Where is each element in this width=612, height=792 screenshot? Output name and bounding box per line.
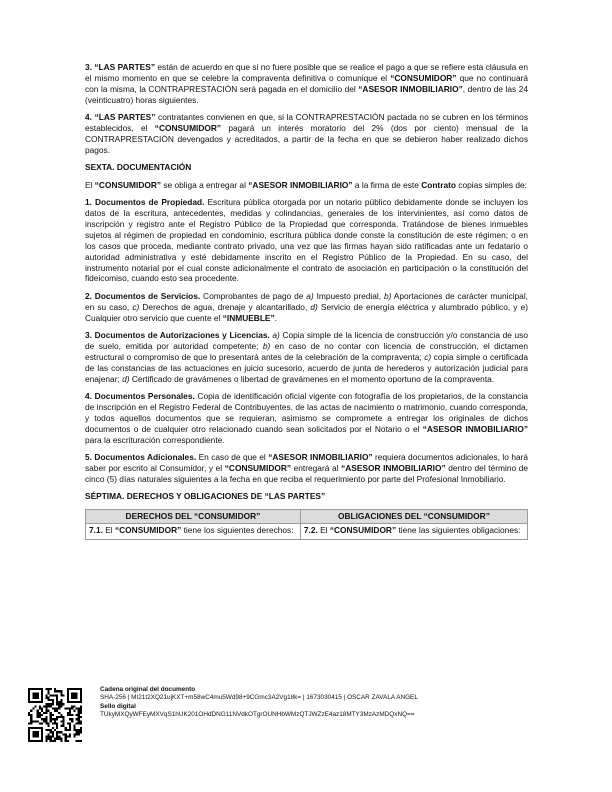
- documentos-personales: [85, 391, 528, 446]
- table-header-row: [86, 509, 528, 523]
- cadena-original-label: Cadena original del documento: [100, 686, 196, 693]
- documentos-adicionales: [85, 452, 528, 485]
- term-consumidor: “CONSUMIDOR”: [154, 123, 222, 134]
- item-lead: 7.2.: [303, 524, 318, 535]
- term-asesor: “ASESOR INMOBILIARIO”: [248, 179, 353, 190]
- section-heading-septima: SÉPTIMA. DERECHOS Y OBLIGACIONES DE “LAS PARTES”: [85, 491, 326, 502]
- documentos-autorizaciones: [85, 330, 528, 385]
- list-marker: a): [272, 330, 280, 341]
- term-consumidor: “CONSUMIDOR”: [224, 463, 292, 473]
- documentos-propiedad: [85, 197, 528, 284]
- list-marker: d): [310, 301, 318, 312]
- document-page: [85, 62, 528, 540]
- paragraph-text: en caso de no contar con licencia de construcción, el dictamen estructural o compromiso de que lo presentará antes de la celebración de la compraventa;: [85, 340, 528, 362]
- paragraph-text: a la firma de este: [352, 179, 422, 190]
- term-asesor: “ASESOR INMOBILIARIO”: [268, 452, 373, 463]
- term-asesor: “ASESOR INMOBILIARIO”: [341, 463, 446, 473]
- paragraph-text: El: [317, 524, 330, 535]
- item-lead: 2. Documentos de Servicios.: [85, 290, 201, 301]
- list-marker: b): [383, 290, 392, 301]
- paragraph-text: Certificado de gravámenes o libertad de gravámenes en el momento oportuno de la compraventa.: [129, 373, 495, 384]
- derechos-cell: [86, 523, 301, 539]
- clause-paragraph-3: [85, 62, 528, 106]
- section-heading-sexta: SEXTA. DOCUMENTACIÓN: [85, 162, 192, 173]
- term-contrato: Contrato: [421, 179, 456, 190]
- paragraph-text: tiene los siguientes derechos:: [181, 524, 294, 535]
- paragraph-text: copias simples de:: [455, 179, 527, 190]
- paragraph-text: , dentro de las 24 (veinticuatro) horas siguientes.: [85, 83, 528, 105]
- paragraph-text: tiene las siguientes obligaciones:: [396, 524, 521, 535]
- paragraph-text: entregará al: [291, 463, 342, 473]
- paragraph-text: para la escrituración correspondiente.: [85, 434, 225, 445]
- paragraph-text: requiera documentos adicionales, lo hará saber por escrito al Consumidor, y el: [85, 452, 529, 473]
- column-header-obligaciones: OBLIGACIONES DEL “CONSUMIDOR”: [300, 509, 527, 523]
- list-marker: d): [122, 373, 130, 384]
- qr-code: [28, 688, 82, 742]
- cadena-original-value: SHA-256 | MI21t2XQ21ujKXT+m58wC4mu5Wd98+9CGmc3A2Vg18k= | 1673030415 | OSCAR ZAVALA ANGEL: [100, 694, 418, 702]
- paragraph-text: Servicio de energía eléctrica y alumbrado público, y e) Cualquier otro servicio que cuente el: [85, 301, 528, 323]
- item-lead: 4. Documentos Personales.: [85, 391, 195, 402]
- term-asesor: “ASESOR INMOBILIARIO”: [358, 83, 463, 94]
- paragraph-text: El: [102, 524, 115, 535]
- list-marker: a): [306, 290, 314, 301]
- sello-digital-label: Sello digital: [100, 702, 136, 710]
- paragraph-lead: 4. “LAS PARTES”: [85, 112, 156, 123]
- paragraph-text: contratantes convienen en que, si la CONTRAPRESTACIÓN pactada no se cubren en los términos establecidos, el: [85, 112, 528, 134]
- list-marker: c): [132, 301, 140, 312]
- item-lead: 3. Documentos de Autorizaciones y Licencias.: [85, 330, 270, 341]
- term-consumidor: “CONSUMIDOR”: [94, 179, 162, 190]
- term-consumidor: “CONSUMIDOR”: [390, 72, 457, 83]
- paragraph-text: dentro del término de cinco (5) días naturales siguientes a la fecha en que reciba el requerimiento por parte del Profesional Inmobiliario.: [85, 463, 528, 484]
- paragraph-text: Aportaciones de carácter municipal, en su caso,: [85, 290, 528, 312]
- sexta-intro: [85, 180, 528, 191]
- term-asesor: “ASESOR INMOBILIARIO”: [422, 423, 529, 434]
- paragraph-text: .: [274, 312, 277, 323]
- paragraph-text: Copia de identificación oficial vigente con fotografía de los propietarios, de la constancia de inscripción en el Registro Federal de Contribuyentes, de las actas de nacimiento o matrimonio, cuando corresponda, y todos aquellos documentos que se requieran, asimismo se compromete a entregar los originales de dichos documentos o de cualquier otro relacionado cuando sean solicitados por el Notario o el: [85, 391, 528, 434]
- paragraph-text: que no continuará con la misma, la CONTRAPRESTACIÓN será pagada en el domicilio del: [85, 72, 529, 94]
- documentos-servicios: [85, 291, 528, 324]
- table-row: [86, 523, 528, 539]
- clause-paragraph-4: [85, 112, 528, 156]
- paragraph-text: copia simple o certificada de las constancias de las actuaciones en juicio sucesorio, acuerdo de junta de herederos y autorización judicial para enajenar;: [85, 351, 528, 384]
- term-consumidor: “CONSUMIDOR”: [114, 524, 182, 535]
- paragraph-lead: 3. “LAS PARTES”: [85, 62, 155, 72]
- sello-digital-value: TUkyMXQyWFEyMXVqS1hUK201OHdDNG11NVdkOTgrOUNHbWMzQTJWZzE4az18MTY3MzAzMDQxNQ==: [100, 711, 415, 719]
- obligaciones-cell: [300, 523, 527, 539]
- paragraph-text: El: [85, 179, 95, 190]
- derechos-obligaciones-table: [85, 509, 528, 540]
- item-lead: 7.1.: [89, 524, 103, 535]
- paragraph-text: Comprobantes de pago de: [200, 290, 307, 301]
- paragraph-text: Copia simple de la licencia de construcción y/o constancia de uso de suelo, emitida por autoridad competente;: [85, 330, 528, 351]
- digital-signature-footer: [100, 686, 570, 720]
- paragraph-text: pagará un interés moratorio del 2% (dos por ciento) mensual de la CONTRAPRESTACIÓN devengados y acreditados, a partir de la fecha en que se debieron haber realizado dichos pagos.: [85, 123, 528, 155]
- term-consumidor: “CONSUMIDOR”: [329, 524, 397, 535]
- paragraph-text: En caso de que el: [196, 452, 269, 463]
- list-marker: c): [424, 351, 432, 362]
- paragraph-text: Escritura pública otorgada por un notario público debidamente donde se incluyen los datos de la escritura, antecedentes, medidas y colindancias, generales de los intervinientes, así como datos de inscripción y registro ante el Registro Público de la Propiedad que corresponda. Tratándose de bienes inmuebles sujetos al régimen de propiedad en condominio, escritura pública donde conste la constitución de este régimen; o en los casos que proceda, mediante contrato privado, una vez que las firmas hayan sido ratificadas ante un fedatario o autoridad administrativa y esté debidamente inscrito en el Registro Público de la Propiedad. En su caso, del instrumento notarial por el cual conste adicionalmente el contrato de asociación en participación o la constitución del fideicomiso, cuando esto sea procedente.: [85, 197, 528, 284]
- paragraph-text: Impuesto predial,: [313, 290, 384, 301]
- paragraph-text: se obliga a entregar al: [161, 179, 249, 190]
- list-marker: b): [262, 340, 271, 351]
- paragraph-text: están de acuerdo en que si no fuere posible que se realice el pago a que se refiere esta cláusula en el mismo momento en que se celebre la compraventa definitiva o comunique el: [85, 62, 528, 83]
- item-lead: 5. Documentos Adicionales.: [85, 452, 197, 463]
- column-header-derechos: DERECHOS DEL “CONSUMIDOR”: [86, 509, 301, 523]
- paragraph-text: Derechos de agua, drenaje y alcantarillado,: [139, 301, 311, 312]
- term-inmueble: “INMUEBLE”: [222, 312, 275, 323]
- item-lead: 1. Documentos de Propiedad.: [85, 197, 205, 208]
